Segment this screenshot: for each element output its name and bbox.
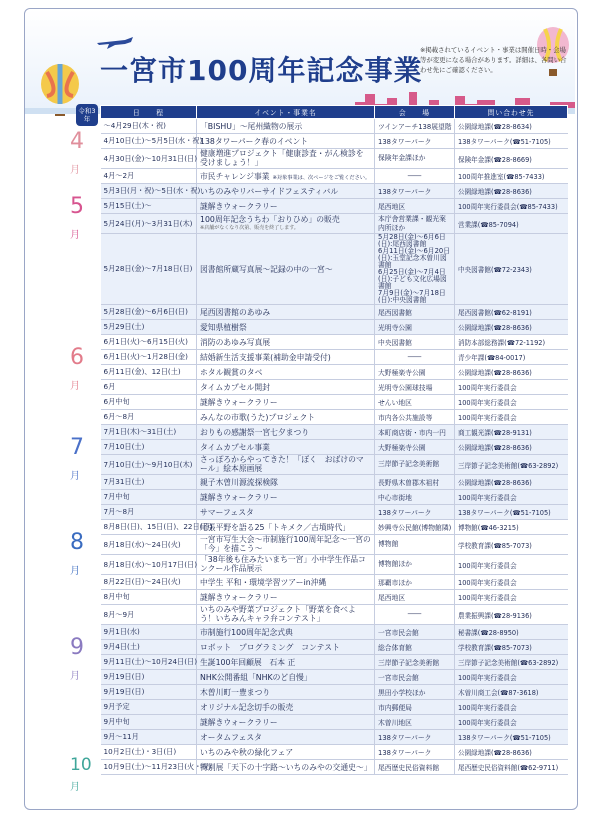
table-row bbox=[101, 455, 568, 475]
event-date: 9月予定 bbox=[101, 700, 197, 715]
event-contact: 中央図書館(☎72-2343) bbox=[455, 234, 568, 305]
event-venue: ―― bbox=[375, 169, 455, 184]
event-venue: 138タワーパーク bbox=[375, 184, 455, 199]
month-suffix: 月 bbox=[70, 230, 80, 241]
month-label bbox=[70, 435, 84, 485]
event-subnote: ※店舗がなくなり次第、販売を終了します。 bbox=[200, 224, 299, 231]
event-name: サマーフェスタ bbox=[197, 505, 375, 520]
disclaimer-note: ※掲載されているイベント・事業は開催日時・会場等が変更になる場合があります。詳細は、各問い合わせ先にご確認ください。 bbox=[420, 46, 567, 74]
table-row bbox=[101, 535, 568, 555]
table-row bbox=[101, 605, 568, 625]
header-event: イベント・事業名 bbox=[197, 106, 375, 119]
event-date: 6月 bbox=[101, 380, 197, 395]
month-number: 7 bbox=[70, 435, 84, 460]
event-venue: 那覇市ほか bbox=[375, 575, 455, 590]
event-date: 9月1日(水) bbox=[101, 625, 197, 640]
table-row bbox=[101, 119, 568, 134]
event-name: いちのみや野菜プロジェクト「野菜を食べよう！いちみんキャラ弁コンテスト」 bbox=[197, 605, 375, 625]
event-date: 6月中旬 bbox=[101, 395, 197, 410]
event-contact: 商工観光課(☎28-9131) bbox=[455, 425, 568, 440]
event-contact: 三岸節子記念美術館(☎63-2892) bbox=[455, 655, 568, 670]
table-row bbox=[101, 440, 568, 455]
event-date: 6月1日(火)～1月28日(金) bbox=[101, 350, 197, 365]
event-contact: 保険年金課(☎28-8669) bbox=[455, 149, 568, 169]
table-row bbox=[101, 490, 568, 505]
event-name: 尾西図書館のあゆみ bbox=[197, 305, 375, 320]
table-row bbox=[101, 234, 568, 305]
airplane-icon bbox=[95, 35, 135, 49]
event-date: 7月10日(土)～9月10日(木) bbox=[101, 455, 197, 475]
event-date: 10月9日(土)～11月23日(火・祝) bbox=[101, 760, 197, 775]
event-date: 7月31日(土) bbox=[101, 475, 197, 490]
event-name: 謎解きウォークラリー bbox=[197, 715, 375, 730]
table-row bbox=[101, 134, 568, 149]
event-contact: 100周年実行委員会 bbox=[455, 575, 568, 590]
header-venue: 会 場 bbox=[375, 106, 455, 119]
event-date: 8月18日(水)～24日(火) bbox=[101, 535, 197, 555]
event-contact: 営業課(☎85-7094) bbox=[455, 214, 568, 234]
month-suffix: 月 bbox=[70, 782, 80, 793]
table-row bbox=[101, 305, 568, 320]
event-name: 図書館所蔵写真展～記録の中の一宮～ bbox=[197, 234, 375, 305]
event-venue: 博物館 bbox=[375, 535, 455, 555]
event-venue: 三岸節子記念美術館 bbox=[375, 455, 455, 475]
event-contact: 公園緑地課(☎28-8636) bbox=[455, 440, 568, 455]
event-contact: 100周年推進室(☎85-7433) bbox=[455, 169, 568, 184]
event-venue: 大野極楽寺公園 bbox=[375, 440, 455, 455]
event-venue: 博物館ほか bbox=[375, 555, 455, 575]
event-venue: 三岸節子記念美術館 bbox=[375, 655, 455, 670]
event-name: 謎解きウォークラリー bbox=[197, 199, 375, 214]
month-label bbox=[70, 635, 84, 685]
event-date: 9月～11月 bbox=[101, 730, 197, 745]
event-date: 8月～9月 bbox=[101, 605, 197, 625]
event-name: オリジナル記念切手の販売 bbox=[197, 700, 375, 715]
event-venue: 長野県木曽郡木祖村 bbox=[375, 475, 455, 490]
event-venue: 木曽川地区 bbox=[375, 715, 455, 730]
event-venue: ―― bbox=[375, 350, 455, 365]
event-name: 親子木曽川源流探検隊 bbox=[197, 475, 375, 490]
event-contact: 学校教育課(☎85-7073) bbox=[455, 640, 568, 655]
event-name: ロボット プログラミング コンテスト bbox=[197, 640, 375, 655]
event-contact: 100周年実行委員会 bbox=[455, 395, 568, 410]
table-row bbox=[101, 655, 568, 670]
event-contact: 博物館(☎46-3215) bbox=[455, 520, 568, 535]
event-name: 市民チャレンジ事業 ※対象事業は、次ページをご覧ください。 bbox=[197, 169, 375, 184]
event-venue: 尾西歴史民俗資料館 bbox=[375, 760, 455, 775]
table-row bbox=[101, 715, 568, 730]
event-date: 4月30日(金)～10月31日(日) bbox=[101, 149, 197, 169]
event-name: NHK公開番組「NHKのど自慢」 bbox=[197, 670, 375, 685]
table-header-row bbox=[101, 106, 568, 119]
event-contact: 138タワーパーク(☎51-7105) bbox=[455, 730, 568, 745]
event-date: 5月28日(金)～6月6日(日) bbox=[101, 305, 197, 320]
event-contact: 公園緑地課(☎28-8636) bbox=[455, 365, 568, 380]
event-venue: 138タワーパーク bbox=[375, 730, 455, 745]
event-contact: 100周年実行委員会 bbox=[455, 590, 568, 605]
page-title: 一宮市100周年記念事業 bbox=[100, 54, 423, 87]
event-name: いちのみや秋の緑化フェア bbox=[197, 745, 375, 760]
event-name: 中学生 平和・環境学習ツアーin沖縄 bbox=[197, 575, 375, 590]
event-venue: 光明寺公園球技場 bbox=[375, 380, 455, 395]
event-contact: 138タワーパーク(☎51-7105) bbox=[455, 134, 568, 149]
table-row bbox=[101, 745, 568, 760]
table-row bbox=[101, 365, 568, 380]
event-date: 9月19日(日) bbox=[101, 670, 197, 685]
event-contact: 100周年実行委員会 bbox=[455, 700, 568, 715]
table-row bbox=[101, 590, 568, 605]
event-name: タイムカプセル事業 bbox=[197, 440, 375, 455]
event-date: 7月～8月 bbox=[101, 505, 197, 520]
event-date: 9月11日(土)～10月24日(日) bbox=[101, 655, 197, 670]
event-contact: 公園緑地課(☎28-8636) bbox=[455, 745, 568, 760]
event-name: みんなの市歌(うた)プロジェクト bbox=[197, 410, 375, 425]
event-venue: せんい地区 bbox=[375, 395, 455, 410]
event-date: 9月中旬 bbox=[101, 715, 197, 730]
event-date: 5月15日(土)～ bbox=[101, 199, 197, 214]
event-venue: 138タワーパーク bbox=[375, 745, 455, 760]
table-row bbox=[101, 410, 568, 425]
year-badge: 令和3年 bbox=[76, 104, 98, 126]
header-contact: 問い合わせ先 bbox=[455, 106, 568, 119]
event-name: 「38年後も住みたいまち一宮」小中学生作品コンクール作品展示 bbox=[197, 555, 375, 575]
table-row bbox=[101, 700, 568, 715]
table-row bbox=[101, 555, 568, 575]
event-name: 尾張平野を語る25「トキメク／古墳時代」 bbox=[197, 520, 375, 535]
event-date: 8月22日(日)～24日(火) bbox=[101, 575, 197, 590]
event-name: 謎解きウォークラリー bbox=[197, 395, 375, 410]
header-banner bbox=[25, 9, 575, 114]
event-venue: 5月28日(金)～6月6日(日):尾西図書館 6月11日(金)～6月20日(日):玉堂記念木曽川図書館 6月25日(金)～7月4日(日):子ども文化広場図書館 7月9日(金)～7月18日(日):中央図書館 bbox=[375, 234, 455, 305]
event-contact: 公園緑地課(☎28-8634) bbox=[455, 119, 568, 134]
table-row bbox=[101, 730, 568, 745]
month-label bbox=[70, 129, 84, 179]
event-name: 特別展「天下の十字路～いちのみやの交通史～」 bbox=[197, 760, 375, 775]
event-name: さっぽろからやってきた！「ぼく おばけのマール」絵本原画展 bbox=[197, 455, 375, 475]
table-row bbox=[101, 670, 568, 685]
table-row bbox=[101, 335, 568, 350]
event-contact: 100周年実行委員会 bbox=[455, 555, 568, 575]
table-row bbox=[101, 395, 568, 410]
event-venue: 市内各公共施設等 bbox=[375, 410, 455, 425]
event-venue: 138タワーパーク bbox=[375, 134, 455, 149]
month-label bbox=[70, 530, 84, 580]
event-date: 7月1日(木)～31日(土) bbox=[101, 425, 197, 440]
table-row bbox=[101, 425, 568, 440]
event-name: オータムフェスタ bbox=[197, 730, 375, 745]
event-name: 結婚新生活支援事業(補助金申請受付) bbox=[197, 350, 375, 365]
event-date: ～4月29日(木・祝) bbox=[101, 119, 197, 134]
event-name: ホタル観賞のタベ bbox=[197, 365, 375, 380]
month-suffix: 月 bbox=[70, 165, 80, 176]
month-label bbox=[70, 194, 84, 244]
event-date: 9月19日(日) bbox=[101, 685, 197, 700]
event-venue: 尾西地区 bbox=[375, 590, 455, 605]
event-venue: ―― bbox=[375, 605, 455, 625]
event-contact: 秘書課(☎28-8950) bbox=[455, 625, 568, 640]
table-row bbox=[101, 625, 568, 640]
event-venue: 黒田小学校ほか bbox=[375, 685, 455, 700]
event-note: ※対象事業は、次ページをご覧ください。 bbox=[272, 174, 371, 181]
month-suffix: 月 bbox=[70, 671, 80, 682]
event-contact: 100周年実行委員会(☎85-7433) bbox=[455, 199, 568, 214]
event-name: 愛知県植樹祭 bbox=[197, 320, 375, 335]
event-name: 「BISHU」～尾州織物の展示 bbox=[197, 119, 375, 134]
month-suffix: 月 bbox=[70, 381, 80, 392]
month-number: 6 bbox=[70, 345, 84, 370]
event-name: タイムカプセル開封 bbox=[197, 380, 375, 395]
event-venue: 大野極楽寺公園 bbox=[375, 365, 455, 380]
month-suffix: 月 bbox=[70, 471, 80, 482]
month-number: 10 bbox=[70, 755, 92, 775]
event-venue: 本庁舎営業課・観光案内所ほか bbox=[375, 214, 455, 234]
event-venue: 光明寺公園 bbox=[375, 320, 455, 335]
table-row bbox=[101, 169, 568, 184]
event-name: 健康増進プロジェクト「健康診査・がん検診を受けましょう！」 bbox=[197, 149, 375, 169]
event-contact: 公園緑地課(☎28-8636) bbox=[455, 475, 568, 490]
table-row bbox=[101, 575, 568, 590]
event-date: 5月29日(土) bbox=[101, 320, 197, 335]
event-name: 100周年記念うちわ「おりひめ」の販売 ※店舗がなくなり次第、販売を終了します。 bbox=[197, 214, 375, 234]
event-contact: 100周年実行委員会 bbox=[455, 380, 568, 395]
event-contact: 尾西歴史民俗資料館(☎62-9711) bbox=[455, 760, 568, 775]
table-row bbox=[101, 760, 568, 775]
event-name: いちのみやリバーサイドフェスティバル bbox=[197, 184, 375, 199]
event-date: 5月24日(月)～3月31日(木) bbox=[101, 214, 197, 234]
event-venue: 中心市街地 bbox=[375, 490, 455, 505]
event-name: 消防のあゆみ写真展 bbox=[197, 335, 375, 350]
event-venue: ツインアーチ138展望階 bbox=[375, 119, 455, 134]
event-venue: 本町商店街・市内一円 bbox=[375, 425, 455, 440]
table-row bbox=[101, 214, 568, 234]
event-name: 一宮市写生大会～市制施行100周年記念～一宮の「今」を描こう～ bbox=[197, 535, 375, 555]
event-venue: 総合体育館 bbox=[375, 640, 455, 655]
event-name: 謎解きウォークラリー bbox=[197, 590, 375, 605]
event-venue: 一宮市民会館 bbox=[375, 625, 455, 640]
month-number: 5 bbox=[70, 194, 84, 219]
event-contact: 138タワーパーク(☎51-7105) bbox=[455, 505, 568, 520]
table-row bbox=[101, 149, 568, 169]
event-name: 生誕100年回顧展 石本 正 bbox=[197, 655, 375, 670]
event-contact: 公園緑地課(☎28-8636) bbox=[455, 184, 568, 199]
event-date: 10月2日(土)・3日(日) bbox=[101, 745, 197, 760]
event-date: 6月11日(金)、12日(土) bbox=[101, 365, 197, 380]
event-contact: 消防本部総務課(☎72-1192) bbox=[455, 335, 568, 350]
event-date: 8月18日(水)～10月17日(日) bbox=[101, 555, 197, 575]
month-number: 8 bbox=[70, 530, 84, 555]
event-date: 7月10日(土) bbox=[101, 440, 197, 455]
event-name: おりもの感謝祭一宮七夕まつり bbox=[197, 425, 375, 440]
event-venue: 一宮市民会館 bbox=[375, 670, 455, 685]
event-date: 6月1日(火)～6月15日(火) bbox=[101, 335, 197, 350]
event-venue: 138タワーパーク bbox=[375, 505, 455, 520]
month-label bbox=[70, 755, 92, 795]
event-date: 8月中旬 bbox=[101, 590, 197, 605]
event-name: 木曽川町一豊まつり bbox=[197, 685, 375, 700]
table-row bbox=[101, 505, 568, 520]
event-name: 市制施行100周年記念式典 bbox=[197, 625, 375, 640]
table-row bbox=[101, 320, 568, 335]
event-contact: 尾西図書館(☎62-8191) bbox=[455, 305, 568, 320]
event-venue: 中央図書館 bbox=[375, 335, 455, 350]
event-contact: 100周年実行委員会 bbox=[455, 410, 568, 425]
event-date: 4月10日(土)～5月5日(水・祝) bbox=[101, 134, 197, 149]
event-date: 5月28日(金)～7月18日(日) bbox=[101, 234, 197, 305]
event-date: 8月8日(日)、15日(日)、22日(日) bbox=[101, 520, 197, 535]
table-row bbox=[101, 199, 568, 214]
event-date: 9月4日(土) bbox=[101, 640, 197, 655]
event-contact: 公園緑地課(☎28-8636) bbox=[455, 320, 568, 335]
event-date: 4月～2月 bbox=[101, 169, 197, 184]
event-contact: 100周年実行委員会 bbox=[455, 715, 568, 730]
event-table bbox=[100, 105, 568, 775]
month-number: 9 bbox=[70, 635, 84, 660]
table-row bbox=[101, 685, 568, 700]
event-name: 138タワーパーク春のイベント bbox=[197, 134, 375, 149]
event-contact: 木曽川商工会(☎87-3618) bbox=[455, 685, 568, 700]
table-row bbox=[101, 184, 568, 199]
table-row bbox=[101, 475, 568, 490]
event-contact: 100周年実行委員会 bbox=[455, 490, 568, 505]
event-date: 6月～8月 bbox=[101, 410, 197, 425]
event-contact: 農業振興課(☎28-9136) bbox=[455, 605, 568, 625]
table-row bbox=[101, 350, 568, 365]
event-name: 謎解きウォークラリー bbox=[197, 490, 375, 505]
event-contact: 三岸節子記念美術館(☎63-2892) bbox=[455, 455, 568, 475]
table-row bbox=[101, 520, 568, 535]
event-date: 7月中旬 bbox=[101, 490, 197, 505]
table-row bbox=[101, 640, 568, 655]
event-venue: 妙興寺公民館(博物館隣) bbox=[375, 520, 455, 535]
event-contact: 学校教育課(☎85-7073) bbox=[455, 535, 568, 555]
event-contact: 青少年課(☎84-0017) bbox=[455, 350, 568, 365]
event-venue: 保険年金課ほか bbox=[375, 149, 455, 169]
table-row bbox=[101, 380, 568, 395]
event-contact: 100周年実行委員会 bbox=[455, 670, 568, 685]
event-venue: 尾西地区 bbox=[375, 199, 455, 214]
month-label bbox=[70, 345, 84, 395]
event-venue: 市内郵便局 bbox=[375, 700, 455, 715]
event-date: 5月3日(月・祝)～5日(水・祝) bbox=[101, 184, 197, 199]
event-venue: 尾西図書館 bbox=[375, 305, 455, 320]
month-suffix: 月 bbox=[70, 566, 80, 577]
header-date: 日 程 bbox=[101, 106, 197, 119]
month-number: 4 bbox=[70, 129, 84, 154]
